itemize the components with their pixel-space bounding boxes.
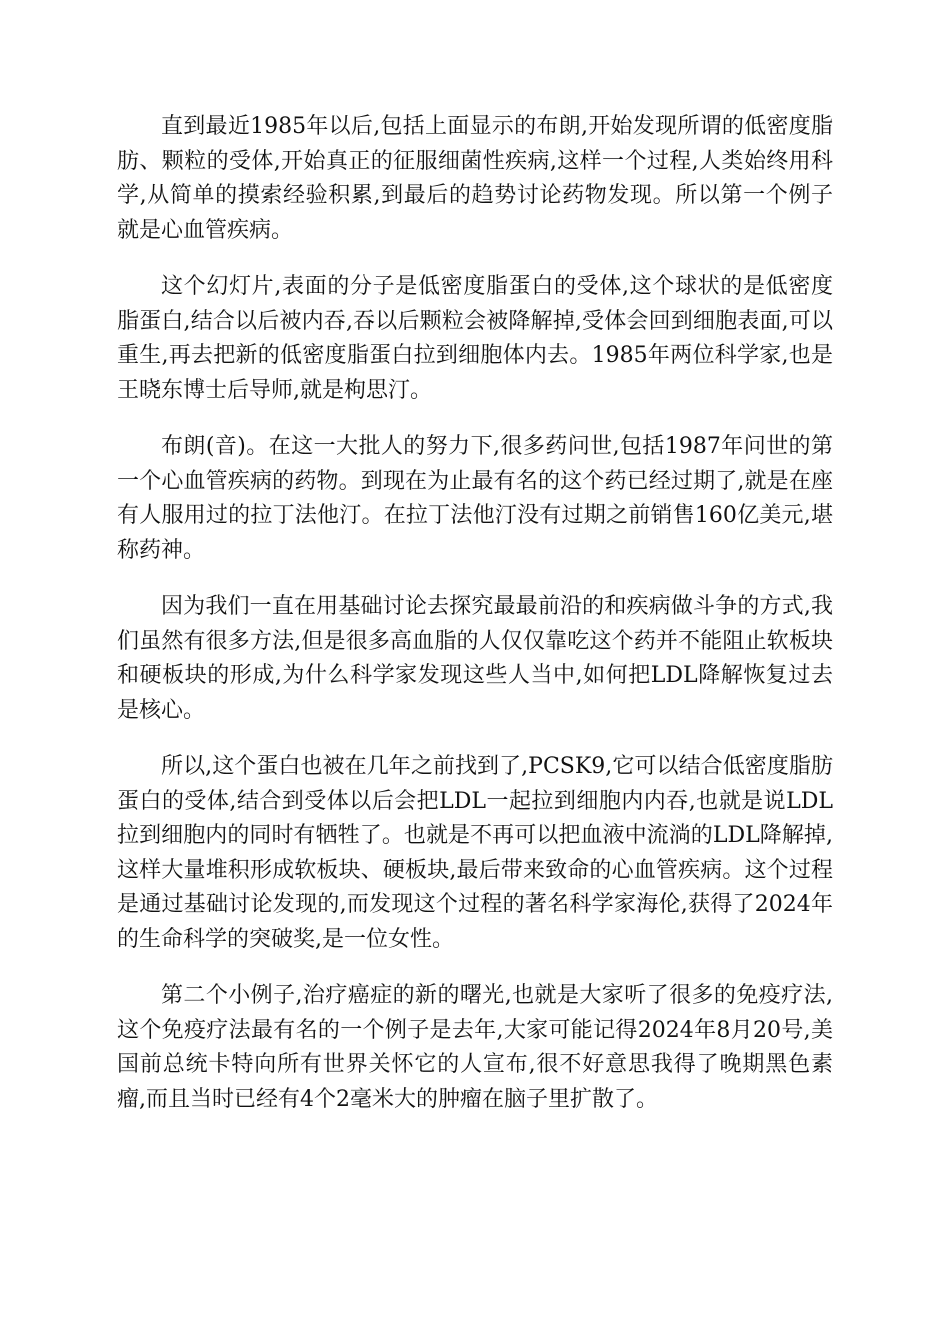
paragraph-4: 因为我们一直在用基础讨论去探究最最前沿的和疾病做斗争的方式,我们虽然有很多方法,但是很多高血脂的人仅仅靠吃这个药并不能阻止软板块和硬板块的形成,为什么科学家发现这些人当中,如何把LDL降解恢复过去是核心。 xyxy=(117,594,833,723)
document-body xyxy=(117,110,833,1139)
paragraph-6: 第二个小例子,治疗癌症的新的曙光,也就是大家听了很多的免疫疗法,这个免疫疗法最有名的一个例子是去年,大家可能记得2024年8月20号,美国前总统卡特向所有世界关怀它的人宣布,很不好意思我得了晚期黑色素瘤,而且当时已经有4个2毫米大的肿瘤在脑子里扩散了。 xyxy=(117,983,833,1112)
paragraph-5: 所以,这个蛋白也被在几年之前找到了,PCSK9,它可以结合低密度脂肪蛋白的受体,结合到受体以后会把LDL一起拉到细胞内内吞,也就是说LDL拉到细胞内的同时有牺牲了。也就是不再可以把血液中流淌的LDL降解掉,这样大量堆积形成软板块、硬板块,最后带来致命的心血管疾病。这个过程是通过基础讨论发现的,而发现这个过程的著名科学家海伦,获得了2024年的生命科学的突破奖,是一位女性。 xyxy=(117,754,833,952)
paragraph-2: 这个幻灯片,表面的分子是低密度脂蛋白的受体,这个球状的是低密度脂蛋白,结合以后被内吞,吞以后颗粒会被降解掉,受体会回到细胞表面,可以重生,再去把新的低密度脂蛋白拉到细胞体内去。1985年两位科学家,也是王晓东博士后导师,就是枸思汀。 xyxy=(117,274,833,403)
paragraph-1: 直到最近1985年以后,包括上面显示的布朗,开始发现所谓的低密度脂肪、颗粒的受体,开始真正的征服细菌性疾病,这样一个过程,人类始终用科学,从简单的摸索经验积累,到最后的趋势讨论药物发现。所以第一个例子就是心血管疾病。 xyxy=(117,114,833,243)
paragraph-3: 布朗(音)。在这一大批人的努力下,很多药问世,包括1987年问世的第一个心血管疾病的药物。到现在为止最有名的这个药已经过期了,就是在座有人服用过的拉丁法他汀。在拉丁法他汀没有过期之前销售160亿美元,堪称药神。 xyxy=(117,434,833,563)
